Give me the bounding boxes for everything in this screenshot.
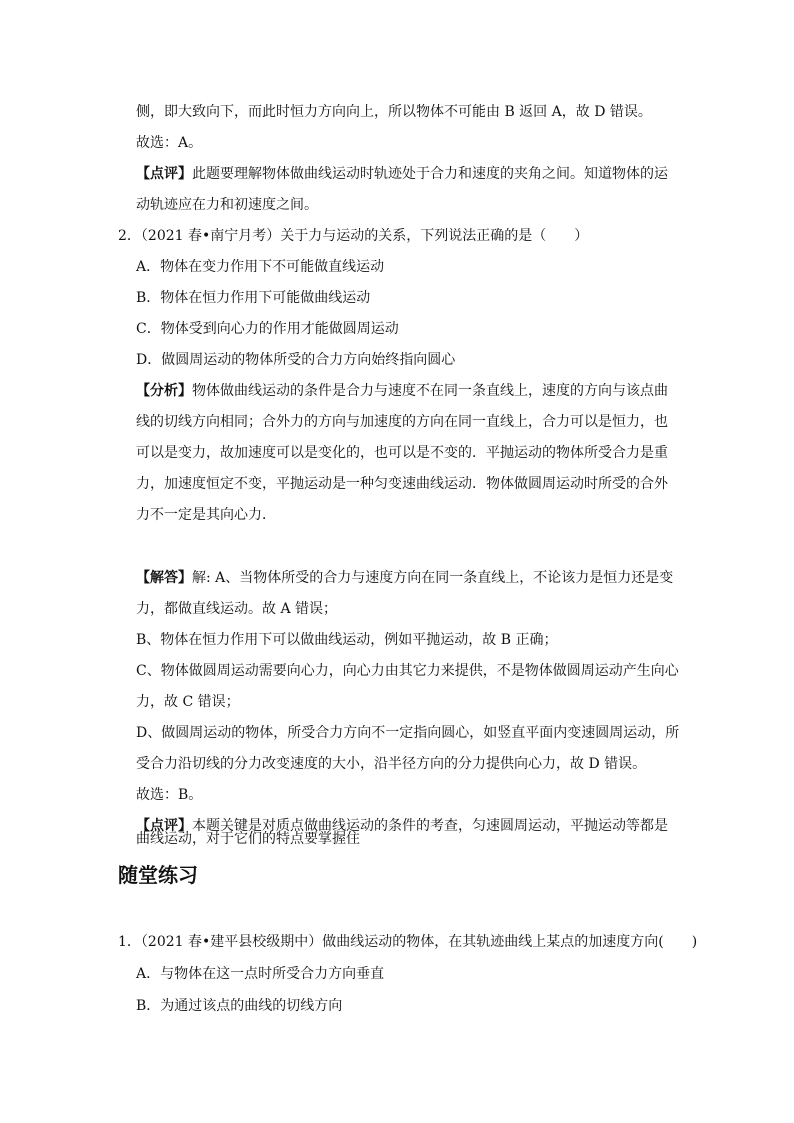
text-line: 侧，即大致向下，而此时恒力方向向上，所以物体不可能由 B 返回 A，故 D 错误。 bbox=[136, 104, 652, 120]
comment-text: 本题关键是对质点做曲线运动的条件的考查，匀速圆周运动，平抛运动等都是 bbox=[192, 818, 668, 834]
solution-line: 力，故 C 错误； bbox=[136, 694, 240, 710]
comment-continuation: 曲线运动，对于它们的特点要掌握住 bbox=[136, 831, 360, 847]
question-stem: 1．（2021 春•建平县校级期中）做曲线运动的物体，在其轨迹曲线上某点的加速度方向( ) bbox=[118, 934, 698, 950]
option-a: A．与物体在这一点时所受合力方向垂直 bbox=[136, 966, 385, 982]
analysis-text: 物体做曲线运动的条件是合力与速度不在同一条直线上，速度的方向与该点曲 bbox=[192, 383, 668, 399]
solution-line: 受合力沿切线的分力改变速度的大小，沿半径方向的分力提供向心力，故 D 错误。 bbox=[136, 756, 647, 772]
option-b: B．物体在恒力作用下可能做曲线运动 bbox=[136, 290, 371, 306]
solution-line: B、物体在恒力作用下可以做曲线运动，例如平抛运动，故 B 正确； bbox=[136, 632, 558, 648]
option-d: D．做圆周运动的物体所受的合力方向始终指向圆心 bbox=[136, 352, 456, 368]
option-b: B．为通过该点的曲线的切线方向 bbox=[136, 998, 343, 1014]
comment-continuation: 动轨迹应在力和初速度之间。 bbox=[136, 197, 318, 213]
solution-line: 力，都做直线运动。故 A 错误； bbox=[136, 601, 338, 617]
solution-tag: 【解答】 bbox=[136, 570, 192, 586]
section-heading: 随堂练习 bbox=[118, 863, 198, 887]
comment-line bbox=[136, 164, 668, 184]
option-c: C．物体受到向心力的作用才能做圆周运动 bbox=[136, 321, 399, 337]
answer-line: 故选：A。 bbox=[136, 135, 203, 151]
analysis-line bbox=[136, 381, 668, 401]
solution-line bbox=[136, 568, 673, 588]
solution-line: D、做圆周运动的物体，所受合力方向不一定指向圆心，如竖直平面内变速圆周运动，所 bbox=[136, 725, 680, 741]
analysis-line: 力，加速度恒定不变，平抛运动是一种匀变速曲线运动．物体做圆周运动时所受的合外 bbox=[136, 476, 668, 492]
analysis-line: 线的切线方向相同；合外力的方向与加速度的方向在同一直线上，合力可以是恒力，也 bbox=[136, 414, 668, 430]
solution-line: C、物体做圆周运动需要向心力，向心力由其它力来提供，不是物体做圆周运动产生向心 bbox=[136, 663, 679, 679]
comment-tag: 【点评】 bbox=[136, 818, 192, 834]
analysis-tag: 【分析】 bbox=[136, 383, 192, 399]
solution-text: 解: A、当物体所受的合力与速度方向在同一条直线上，不论该力是恒力还是变 bbox=[192, 570, 674, 586]
analysis-line: 可以是变力，故加速度可以是变化的，也可以是不变的．平抛运动的物体所受合力是重 bbox=[136, 445, 668, 461]
analysis-line: 力不一定是其向心力． bbox=[136, 507, 276, 523]
answer-line: 故选：B。 bbox=[136, 787, 203, 803]
question-stem: 2．（2021 春•南宁月考）关于力与运动的关系，下列说法正确的是（ ） bbox=[118, 228, 589, 244]
option-a: A．物体在变力作用下不可能做直线运动 bbox=[136, 259, 385, 275]
comment-tag: 【点评】 bbox=[136, 166, 192, 182]
comment-text: 此题要理解物体做曲线运动时轨迹处于合力和速度的夹角之间。知道物体的运 bbox=[192, 166, 668, 182]
